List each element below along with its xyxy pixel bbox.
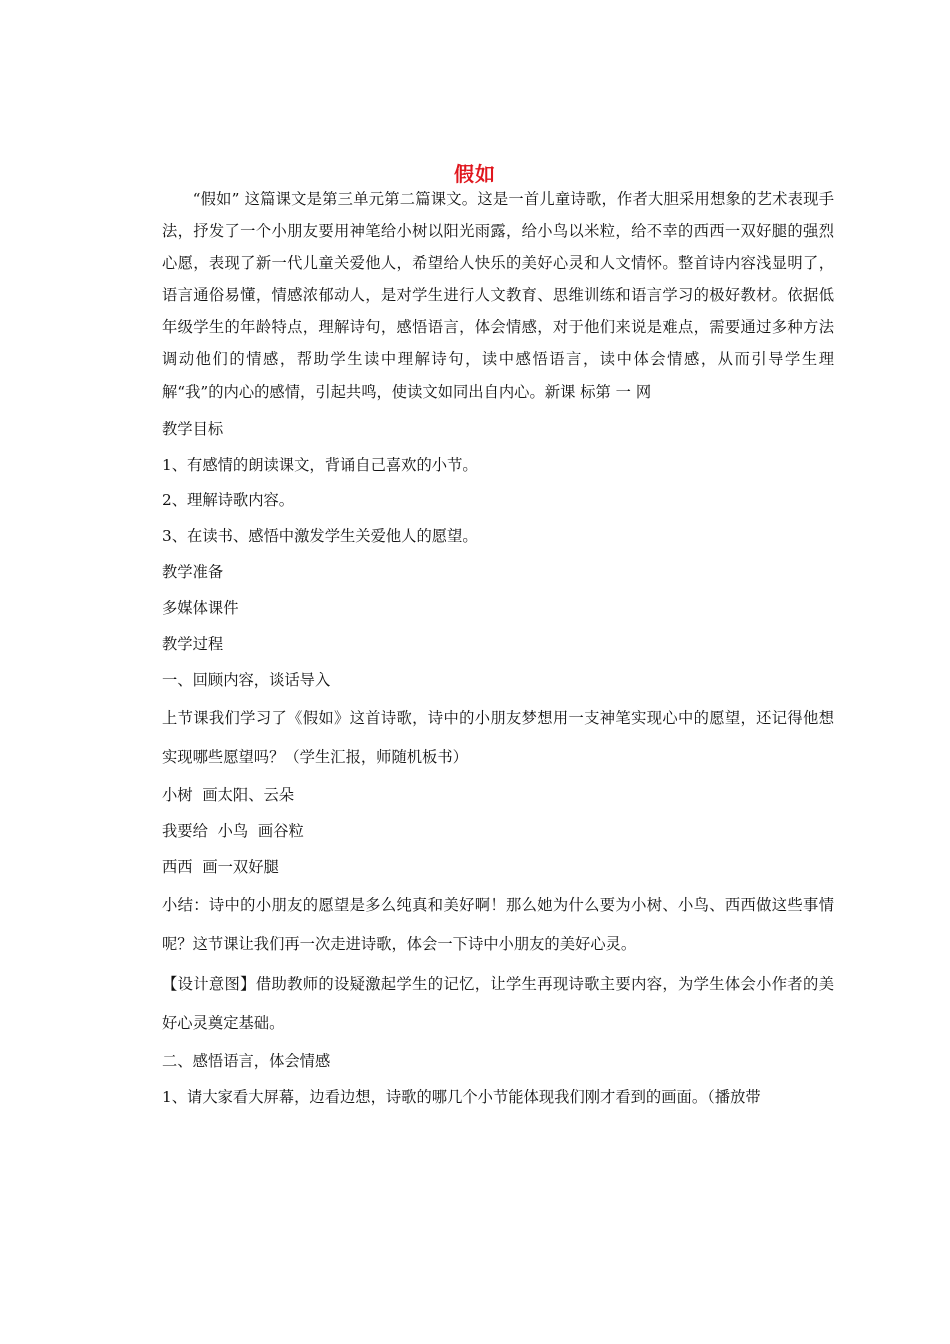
- intro-paragraph: “假如” 这篇课文是第三单元第二篇课文。这是一首儿童诗歌，作者大胆采用想象的艺术表现手法，抒发了一个小朋友要用神笔给小树以阳光雨露，给小鸟以米粒，给不幸的西西一双好腿的强烈心愿，表现了新一代儿童关爱他人，希望给人快乐的美好心灵和人文情怀。整首诗内容浅显明了，语言通俗易懂，情感浓郁动人，是对学生进行人文教育、思维训练和语言学习的极好教材。依据低年级学生的年龄特点，理解诗句，感悟语言，体会情感，对于他们来说是难点，需要通过多种方法调动他们的情感，帮助学生读中理解诗句，读中感悟语言，读中体会情感，从而引导学生理解“我”的内心的感情，引起共鸣，使读文如同出自内心。新课 标第 一 网: [162, 190, 834, 401]
- design-intent-paragraph: 【设计意图】借助教师的设疑激起学生的记忆，让学生再现诗歌主要内容，为学生体会小作者的美好心灵奠定基础。: [162, 974, 834, 1033]
- board-line-1: 小树 画太阳、云朵: [162, 785, 295, 804]
- prep-heading: 教学准备: [162, 563, 224, 582]
- section-heading-2: 二、感悟语言，体会情感: [162, 1051, 331, 1070]
- document-body: [162, 183, 834, 1115]
- summary-paragraph: 小结：诗中的小朋友的愿望是多么纯真和美好啊！那么她为什么要为小树、小鸟、西西做这些事情呢？这节课让我们再一次走进诗歌，体会一下诗中小朋友的美好心灵。: [162, 895, 834, 954]
- review-paragraph: 上节课我们学习了《假如》这首诗歌，诗中的小朋友梦想用一支神笔实现心中的愿望，还记得他想实现哪些愿望吗？（学生汇报，师随机板书）: [162, 708, 834, 767]
- prep-item: 多媒体课件: [162, 599, 239, 618]
- board-line-2: 我要给 小鸟 画谷粒: [162, 821, 304, 840]
- goal-item-3: 3、在读书、感悟中激发学生关爱他人的愿望。: [162, 527, 478, 546]
- process-heading: 教学过程: [162, 635, 224, 654]
- document-title: 假如: [454, 162, 496, 186]
- goal-item-1: 1、有感情的朗读课文，背诵自己喜欢的小节。: [162, 455, 478, 474]
- step-item-1: 1、请大家看大屏幕，边看边想，诗歌的哪几个小节能体现我们刚才看到的画面。（播放带: [162, 1087, 761, 1106]
- goals-heading: 教学目标: [162, 419, 224, 438]
- section-heading-1: 一、回顾内容，谈话导入: [162, 671, 331, 689]
- board-line-3: 西西 画一双好腿: [162, 857, 279, 876]
- goal-item-2: 2、理解诗歌内容。: [162, 491, 295, 510]
